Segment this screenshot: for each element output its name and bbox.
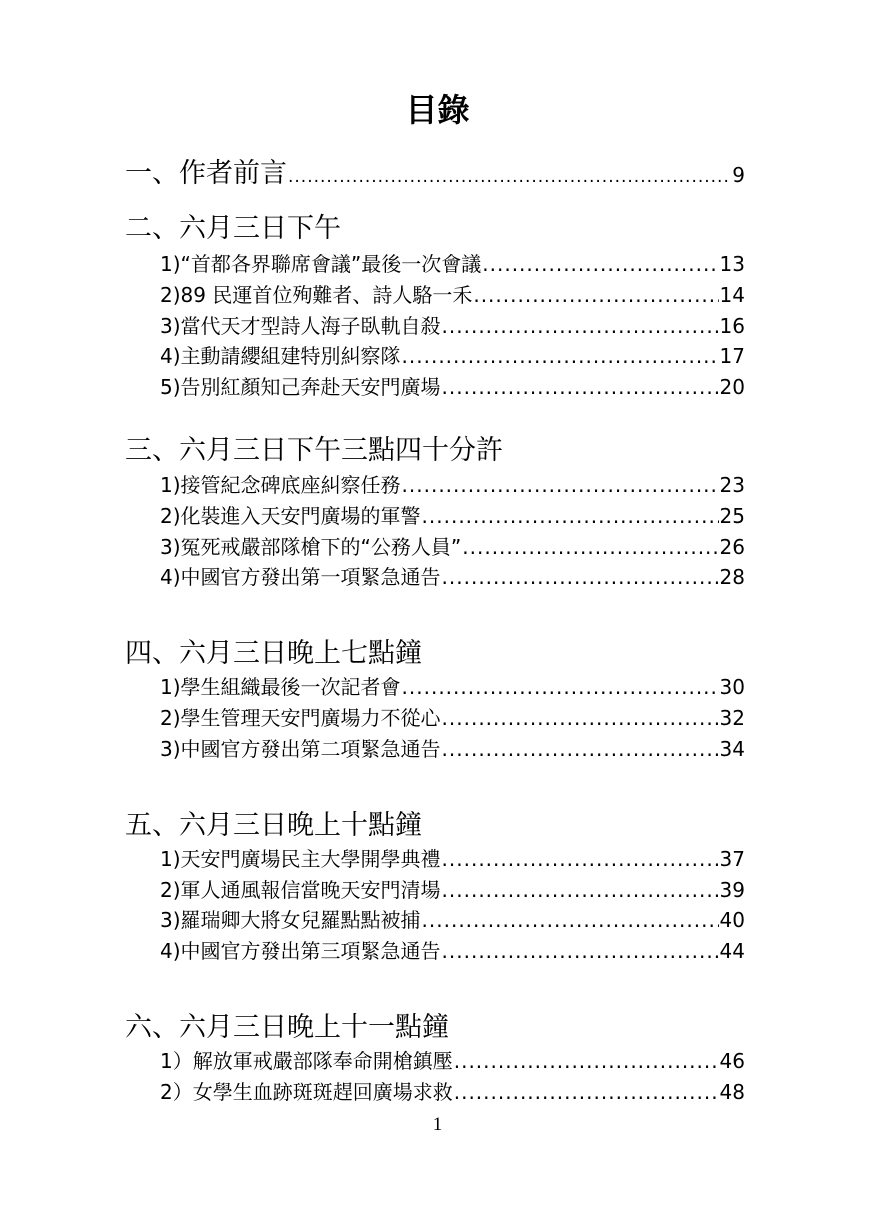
entry-title: 解放軍戒嚴部隊奉命開槍鎮壓 bbox=[192, 1049, 453, 1073]
entry-number: 2) bbox=[160, 706, 181, 730]
leader-dots bbox=[442, 373, 719, 401]
entry-title: 告別紅顏知己奔赴天安門廣場 bbox=[180, 375, 441, 399]
toc-entry[interactable] bbox=[160, 906, 745, 934]
page-number: 26 bbox=[719, 535, 745, 559]
leader-dots bbox=[442, 735, 719, 763]
toc-entry[interactable] bbox=[160, 471, 745, 499]
toc-section-2-heading[interactable]: 二、六月三日下午 bbox=[125, 213, 341, 244]
toc-entry[interactable] bbox=[160, 250, 745, 278]
toc-section-3-heading[interactable]: 三、六月三日下午三點四十分許 bbox=[125, 435, 503, 466]
page-number: 20 bbox=[719, 375, 745, 399]
section-heading: 一、作者前言 bbox=[125, 158, 287, 189]
entry-title: 羅瑞卿大將女兒羅點點被捕 bbox=[180, 908, 421, 932]
toc-section-6-heading[interactable]: 六、六月三日晚上十一點鐘 bbox=[125, 1012, 449, 1043]
page-number: 9 bbox=[732, 163, 745, 187]
entry-number: 1) bbox=[160, 847, 181, 871]
toc-entry[interactable] bbox=[160, 281, 745, 309]
toc-entry[interactable] bbox=[160, 1047, 745, 1075]
entry-number: 4) bbox=[160, 939, 181, 963]
toc-entry[interactable] bbox=[160, 312, 745, 340]
leader-dots bbox=[402, 673, 719, 701]
entry-number: 1) bbox=[160, 473, 181, 497]
entry-title: 軍人通風報信當晚天安門清場 bbox=[180, 878, 441, 902]
entry-number: 3) bbox=[160, 737, 181, 761]
leader-dots bbox=[454, 1047, 719, 1075]
entry-number: 4) bbox=[160, 344, 181, 368]
entry-number: 4) bbox=[160, 565, 181, 589]
page-number: 28 bbox=[719, 565, 745, 589]
entry-title: 學生管理天安門廣場力不從心 bbox=[180, 706, 441, 730]
entry-number: 1) bbox=[160, 675, 181, 699]
leader-dots bbox=[462, 533, 718, 561]
page-number: 34 bbox=[719, 737, 745, 761]
page-number: 17 bbox=[719, 344, 745, 368]
page-number: 25 bbox=[719, 504, 745, 528]
entry-number: 2） bbox=[160, 1080, 193, 1104]
entry-number: 3) bbox=[160, 535, 181, 559]
toc-entry[interactable] bbox=[160, 735, 745, 763]
toc-entry[interactable] bbox=[160, 673, 745, 701]
toc-entry[interactable] bbox=[160, 342, 745, 370]
leader-dots bbox=[442, 937, 719, 965]
entry-title: 冤死戒嚴部隊槍下的“公務人員” bbox=[180, 535, 462, 559]
leader-dots bbox=[442, 563, 719, 591]
toc-entry[interactable] bbox=[160, 704, 745, 732]
entry-title: 化裝進入天安門廣場的軍警 bbox=[180, 504, 421, 528]
toc-entry[interactable] bbox=[160, 502, 745, 530]
leader-dots bbox=[402, 342, 719, 370]
page-number: 48 bbox=[719, 1080, 745, 1104]
toc-entry[interactable] bbox=[160, 373, 745, 401]
leader-dots bbox=[442, 312, 719, 340]
page-number: 46 bbox=[719, 1049, 745, 1073]
toc-entry[interactable] bbox=[160, 876, 745, 904]
entry-title: 中國官方發出第一項緊急通告 bbox=[180, 565, 441, 589]
entry-title: 女學生血跡斑斑趕回廣場求救 bbox=[192, 1080, 453, 1104]
entry-number: 2) bbox=[160, 878, 181, 902]
page-number: 14 bbox=[719, 283, 745, 307]
entry-title: “首都各界聯席會議”最後一次會議 bbox=[180, 252, 482, 276]
toc-entry[interactable] bbox=[160, 1078, 745, 1106]
page-number: 37 bbox=[719, 847, 745, 871]
page-number: 32 bbox=[719, 706, 745, 730]
entry-title: 中國官方發出第三項緊急通告 bbox=[180, 939, 441, 963]
page-title: 目錄 bbox=[405, 91, 470, 129]
leader-dots bbox=[454, 1078, 719, 1106]
entry-number: 5) bbox=[160, 375, 181, 399]
entry-title: 學生組織最後一次記者會 bbox=[180, 675, 401, 699]
toc-entry[interactable] bbox=[160, 937, 745, 965]
toc-entry[interactable] bbox=[160, 563, 745, 591]
leader-dots bbox=[422, 502, 719, 530]
leader-dots bbox=[442, 845, 719, 873]
page-number: 16 bbox=[719, 314, 745, 338]
toc-section-1[interactable] bbox=[125, 156, 745, 195]
entry-number: 3) bbox=[160, 908, 181, 932]
page-number: 40 bbox=[719, 908, 745, 932]
entry-number: 1) bbox=[160, 252, 181, 276]
page-number: 44 bbox=[719, 939, 745, 963]
entry-number: 2) bbox=[160, 283, 181, 307]
entry-title: 中國官方發出第二項緊急通告 bbox=[180, 737, 441, 761]
leader-dots bbox=[442, 876, 719, 904]
toc-section-5-heading[interactable]: 五、六月三日晚上十點鐘 bbox=[125, 810, 422, 841]
leader-dots bbox=[288, 159, 731, 195]
entry-title: 天安門廣場民主大學開學典禮 bbox=[180, 847, 441, 871]
leader-dots bbox=[442, 704, 719, 732]
page-number: 30 bbox=[719, 675, 745, 699]
entry-number: 3) bbox=[160, 314, 181, 338]
leader-dots bbox=[402, 471, 719, 499]
leader-dots bbox=[482, 250, 718, 278]
entry-title: 89 民運首位殉難者、詩人駱一禾 bbox=[180, 283, 473, 307]
page-number: 13 bbox=[719, 252, 745, 276]
entry-number: 2) bbox=[160, 504, 181, 528]
leader-dots bbox=[422, 906, 719, 934]
entry-title: 主動請纓組建特別糾察隊 bbox=[180, 344, 401, 368]
toc-entry[interactable] bbox=[160, 845, 745, 873]
page-footer-number: 1 bbox=[432, 1114, 443, 1135]
entry-title: 接管紀念碑底座糾察任務 bbox=[180, 473, 401, 497]
toc-section-4-heading[interactable]: 四、六月三日晚上七點鐘 bbox=[125, 638, 422, 669]
page-number: 39 bbox=[719, 878, 745, 902]
leader-dots bbox=[473, 281, 718, 309]
toc-entry[interactable] bbox=[160, 533, 745, 561]
entry-title: 當代天才型詩人海子臥軌自殺 bbox=[180, 314, 441, 338]
entry-number: 1） bbox=[160, 1049, 193, 1073]
page-number: 23 bbox=[719, 473, 745, 497]
